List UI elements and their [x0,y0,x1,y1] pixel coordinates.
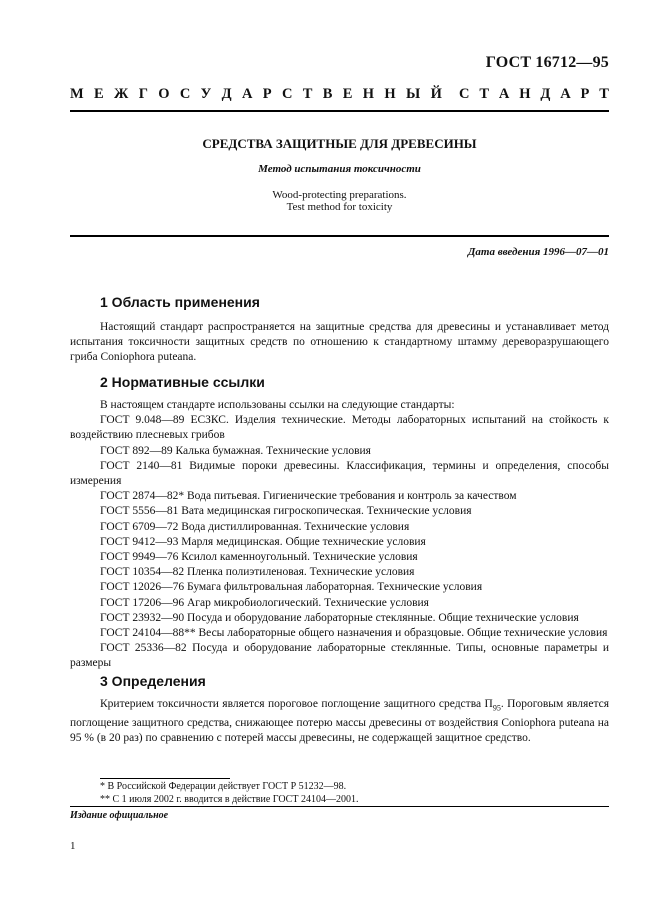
reference-item: ГОСТ 2874—82* Вода питьевая. Гигиенические требования и контроль за качеством [100,490,517,503]
banner-letter: Н [519,86,531,102]
gost-number: ГОСТ 16712—95 [485,54,609,71]
references-intro: В настоящем стандарте использованы ссылки на следующие стандарты: [100,399,455,411]
section-1-paragraph: Настоящий стандарт распространяется на защитные средства для древесины и устанавливает метод испытания токсичности защитных средств по отношению к стандартному штамму дереворазрушающего гриба Coniophora puteana. [70,321,609,364]
definition-text-before: Критерием токсичности является пороговое поглощение защитного средства П [100,698,493,710]
banner-letter: Е [342,86,353,102]
banner-letter: Д [540,86,551,102]
section-3-heading: 3 Определения [100,673,206,689]
footnotes [70,780,609,806]
banner-letter: А [498,86,510,102]
banner-letter: С [459,86,470,102]
banner-letter: С [179,86,191,102]
banner-letter: О [158,86,170,102]
document-subtitle: Метод испытания токсичности [258,163,421,175]
banner-letter: Н [384,86,396,102]
banner-letter: В [322,86,333,102]
english-title-line2: Test method for toxicity [286,201,393,213]
footnote-rule [100,778,230,779]
banner-letter: Р [262,86,272,102]
banner-letter: М [70,86,84,102]
reference-item: ГОСТ 17206—96 Агар микробиологический. Технические условия [100,596,429,609]
interstate-standard-banner [70,86,609,103]
banner-word-standard [459,86,609,103]
banner-letter: Е [94,86,104,102]
reference-item: ГОСТ 12026—76 Бумага фильтровальная лабораторная. Технические условия [100,581,483,594]
reference-item: ГОСТ 10354—82 Пленка полиэтиленовая. Технические условия [100,566,415,579]
reference-item: ГОСТ 9.048—89 ЕСЗКС. Изделия технические. Методы лабораторных испытаний на стойкость к воздействию плесневых грибов [70,414,609,442]
banner-letter: Т [479,86,490,102]
banner-letter: Й [430,86,442,102]
banner-letter: Ж [114,86,129,102]
english-title [70,189,609,213]
banner-letter: Т [599,86,609,102]
banner-letter: Н [362,86,375,102]
references-list [70,398,609,672]
reference-item: ГОСТ 25336—82 Посуда и оборудование лабораторные стеклянные. Типы, основные параметры и размеры [70,642,609,670]
header-rule [70,110,609,112]
footnote-2: ** С 1 июля 2002 г. вводится в действие ГОСТ 24104—2001. [100,794,359,805]
banner-letter: С [281,86,293,102]
reference-item: ГОСТ 5556—81 Вата медицинская гигроскопическая. Технические условия [100,505,472,518]
reference-item: ГОСТ 23932—90 Посуда и оборудование лабораторные стеклянные. Общие технические условия [100,611,579,624]
banner-letter: Г [138,86,148,102]
title-rule [70,235,609,237]
section-3-paragraph [70,697,609,746]
section-1-text [70,320,609,366]
banner-letter: Ы [406,86,421,102]
document-title: СРЕДСТВА ЗАЩИТНЫЕ ДЛЯ ДРЕВЕСИНЫ [202,136,477,151]
reference-item: ГОСТ 24104—88** Весы лабораторные общего назначения и образцовые. Общие технические условия [100,627,608,640]
banner-word-interstate [70,86,442,103]
official-rule [70,806,609,807]
banner-letter: Д [221,86,232,102]
definition-subscript: 95 [492,703,501,713]
banner-letter: У [200,86,212,102]
definition-text-after: . Пороговым является поглощение защитного средства, снижающее потерю массы древесины от воздействия Coniophora puteana на 95 % (в 20 раз) по сравнению с потерей массы древесины, не содержащей защитное средство. [70,698,610,744]
section-1-heading: 1 Область применения [100,294,260,310]
reference-item: ГОСТ 9949—76 Ксилол каменноугольный. Технические условия [100,551,418,564]
reference-item: ГОСТ 9412—93 Марля медицинская. Общие технические условия [100,535,426,548]
page-number: 1 [70,840,76,852]
banner-letter: Т [302,86,313,102]
reference-item: ГОСТ 892—89 Калька бумажная. Технические условия [100,444,371,457]
official-edition-label: Издание официальное [70,810,169,821]
section-2-heading: 2 Нормативные ссылки [100,374,265,390]
english-title-line1: Wood-protecting preparations. [272,189,407,201]
banner-letter: Р [580,86,590,102]
introduction-date: Дата введения 1996—07—01 [467,246,609,258]
reference-item: ГОСТ 6709—72 Вода дистиллированная. Технические условия [100,520,410,533]
reference-item: ГОСТ 2140—81 Видимые пороки древесины. Классификация, термины и определения, способы измерения [70,459,609,488]
banner-letter: А [241,86,253,102]
footnote-1: * В Российской Федерации действует ГОСТ Р 51232—98. [100,781,347,792]
section-3-text [70,697,609,746]
banner-letter: А [560,86,571,102]
